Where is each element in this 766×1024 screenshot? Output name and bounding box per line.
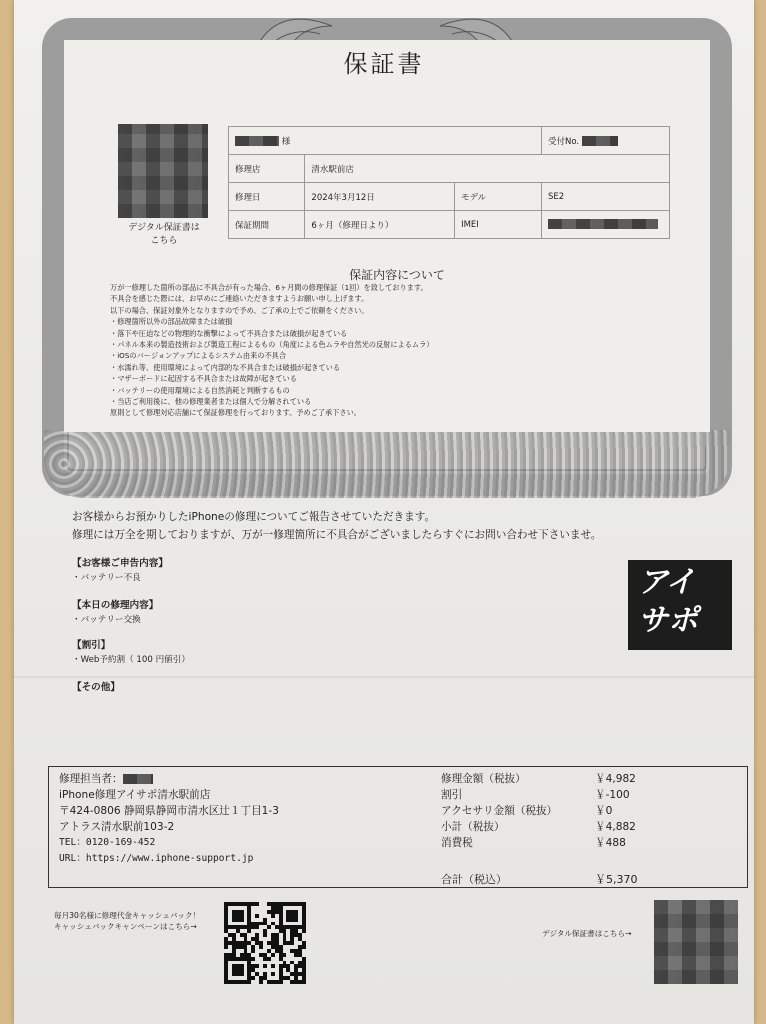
warranty-line: 不具合を感じた際には、お早めにご連絡いただきますようお願い申し上げます。 — [110, 294, 369, 304]
shop-info — [59, 771, 279, 867]
row-label-2: IMEI — [455, 211, 542, 239]
row-value-2: SE2 — [542, 183, 670, 211]
cashback-text: 毎月30名様に修理代金キャッシュバック！ キャッシュバックキャンペーンはこちら→ — [54, 911, 201, 931]
shop-phone: TEL：0120-169-452 — [59, 837, 156, 848]
repair-content-block: 【本日の修理内容】 ・バッテリー交換 — [72, 600, 159, 625]
cost-row: 消費税 ￥488 — [441, 837, 626, 849]
row-value: 6ヶ月（修理日より） — [305, 211, 455, 239]
digital-warranty-link-text: デジタル保証書はこちら→ — [542, 929, 632, 938]
cost-row: アクセサリ金額（税抜） ￥0 — [441, 805, 613, 817]
cost-breakdown — [441, 771, 741, 851]
floral-border — [44, 430, 730, 498]
warranty-line: ・修理箇所以外の部品故障または破損 — [110, 317, 233, 327]
cashback-qr-code[interactable] — [224, 902, 306, 984]
warranty-line: ・水濡れ等、使用環境によって内部的な不具合または破損が起きている — [110, 362, 341, 372]
warranty-line: ・当店ご利用後に、他の修理業者または個人で分解されている — [110, 397, 312, 407]
cost-row: 割引 ￥-100 — [441, 789, 630, 801]
warranty-line: ・バッテリーの使用環境による自然消耗と判断するもの — [110, 385, 290, 395]
warranty-sheet — [14, 0, 754, 1024]
page-title: 保証書 — [343, 50, 425, 78]
warranty-line: ・マザーボードに起因する不具合または故障が起きている — [110, 374, 297, 384]
warranty-line: ・落下や圧迫などの物理的な衝撃によって不具合または破損が起きている — [110, 328, 348, 338]
qr-caption: デジタル保証書は こちら — [128, 223, 200, 246]
total-label: 合計（税込） — [441, 873, 507, 886]
row-value: 清水駅前店 — [305, 155, 670, 183]
warranty-section-title: 保証内容について — [349, 268, 445, 282]
warranty-line: 以下の場合、保証対象外となりますので予め、ご了承の上でご依頼をください。 — [110, 305, 369, 315]
row-label: 修理日 — [229, 183, 305, 211]
digital-warranty-qr-blurred[interactable] — [118, 124, 208, 218]
fold-line — [14, 676, 754, 678]
row-label: 保証期間 — [229, 211, 305, 239]
shop-building: アトラス清水駅前103-2 — [59, 821, 175, 833]
cost-row: 小計（税抜） ￥4,882 — [441, 821, 636, 833]
warranty-line: ・iOSのバージョンアップによるシステム由来の不具合 — [110, 351, 287, 361]
customer-suffix: 様 — [281, 136, 291, 147]
other-block: 【その他】 — [72, 682, 120, 693]
warranty-line: 原則として修理対応店舗にて保証修理を行っております。予めご了承下さい。 — [110, 408, 361, 418]
reception-number-label: 受付No. — [548, 136, 580, 147]
digital-warranty-qr-blurred-large[interactable] — [654, 900, 738, 984]
row-label: 修理店 — [229, 155, 305, 183]
warranty-line: ・パネル本来の製造技術および製造工程によるもの（角度による色ムラや自然光の反射によるムラ） — [110, 340, 434, 350]
cost-row: 修理金額（税抜） ￥4,982 — [441, 773, 636, 785]
shop-address: 〒424-0806 静岡県静岡市清水区辻１丁目1-3 — [59, 805, 279, 817]
aisapo-logo: アイ サポ — [628, 560, 732, 650]
qr-code-icon — [224, 902, 306, 984]
customer-name-blurred — [235, 136, 279, 146]
imei-blurred — [548, 219, 658, 229]
staff-name-blurred — [123, 774, 153, 784]
customer-report-block: 【お客様ご申告内容】 ・バッテリー不良 — [72, 558, 168, 583]
shop-url[interactable]: URL：https://www.iphone-support.jp — [59, 853, 254, 864]
row-value: 2024年3月12日 — [305, 183, 455, 211]
repair-report-intro: お客様からお預かりしたiPhoneの修理についてご報告させていただきます。 修理には万全を期しておりますが、万が一修理箇所に不具合がございましたらすぐにお問い合わせ下さいませ。 — [72, 511, 602, 541]
total-row — [441, 871, 638, 887]
repair-info-table — [228, 126, 670, 239]
warranty-section-body — [110, 282, 670, 419]
shop-name: iPhone修理アイサポ清水駅前店 — [59, 789, 211, 801]
total-value: ￥5,370 — [595, 873, 638, 886]
discount-block: 【割引】 ・Web予約割（ 100 円値引） — [72, 640, 190, 665]
footer-box — [48, 766, 748, 888]
reception-number-blurred — [582, 136, 618, 146]
row-label-2: モデル — [455, 183, 542, 211]
warranty-line: 万が一修理した箇所の部品に不具合が有った場合、6ヶ月間の修理保証（1回）を致しております。 — [110, 283, 428, 292]
staff-label: 修理担当者： — [59, 773, 123, 785]
